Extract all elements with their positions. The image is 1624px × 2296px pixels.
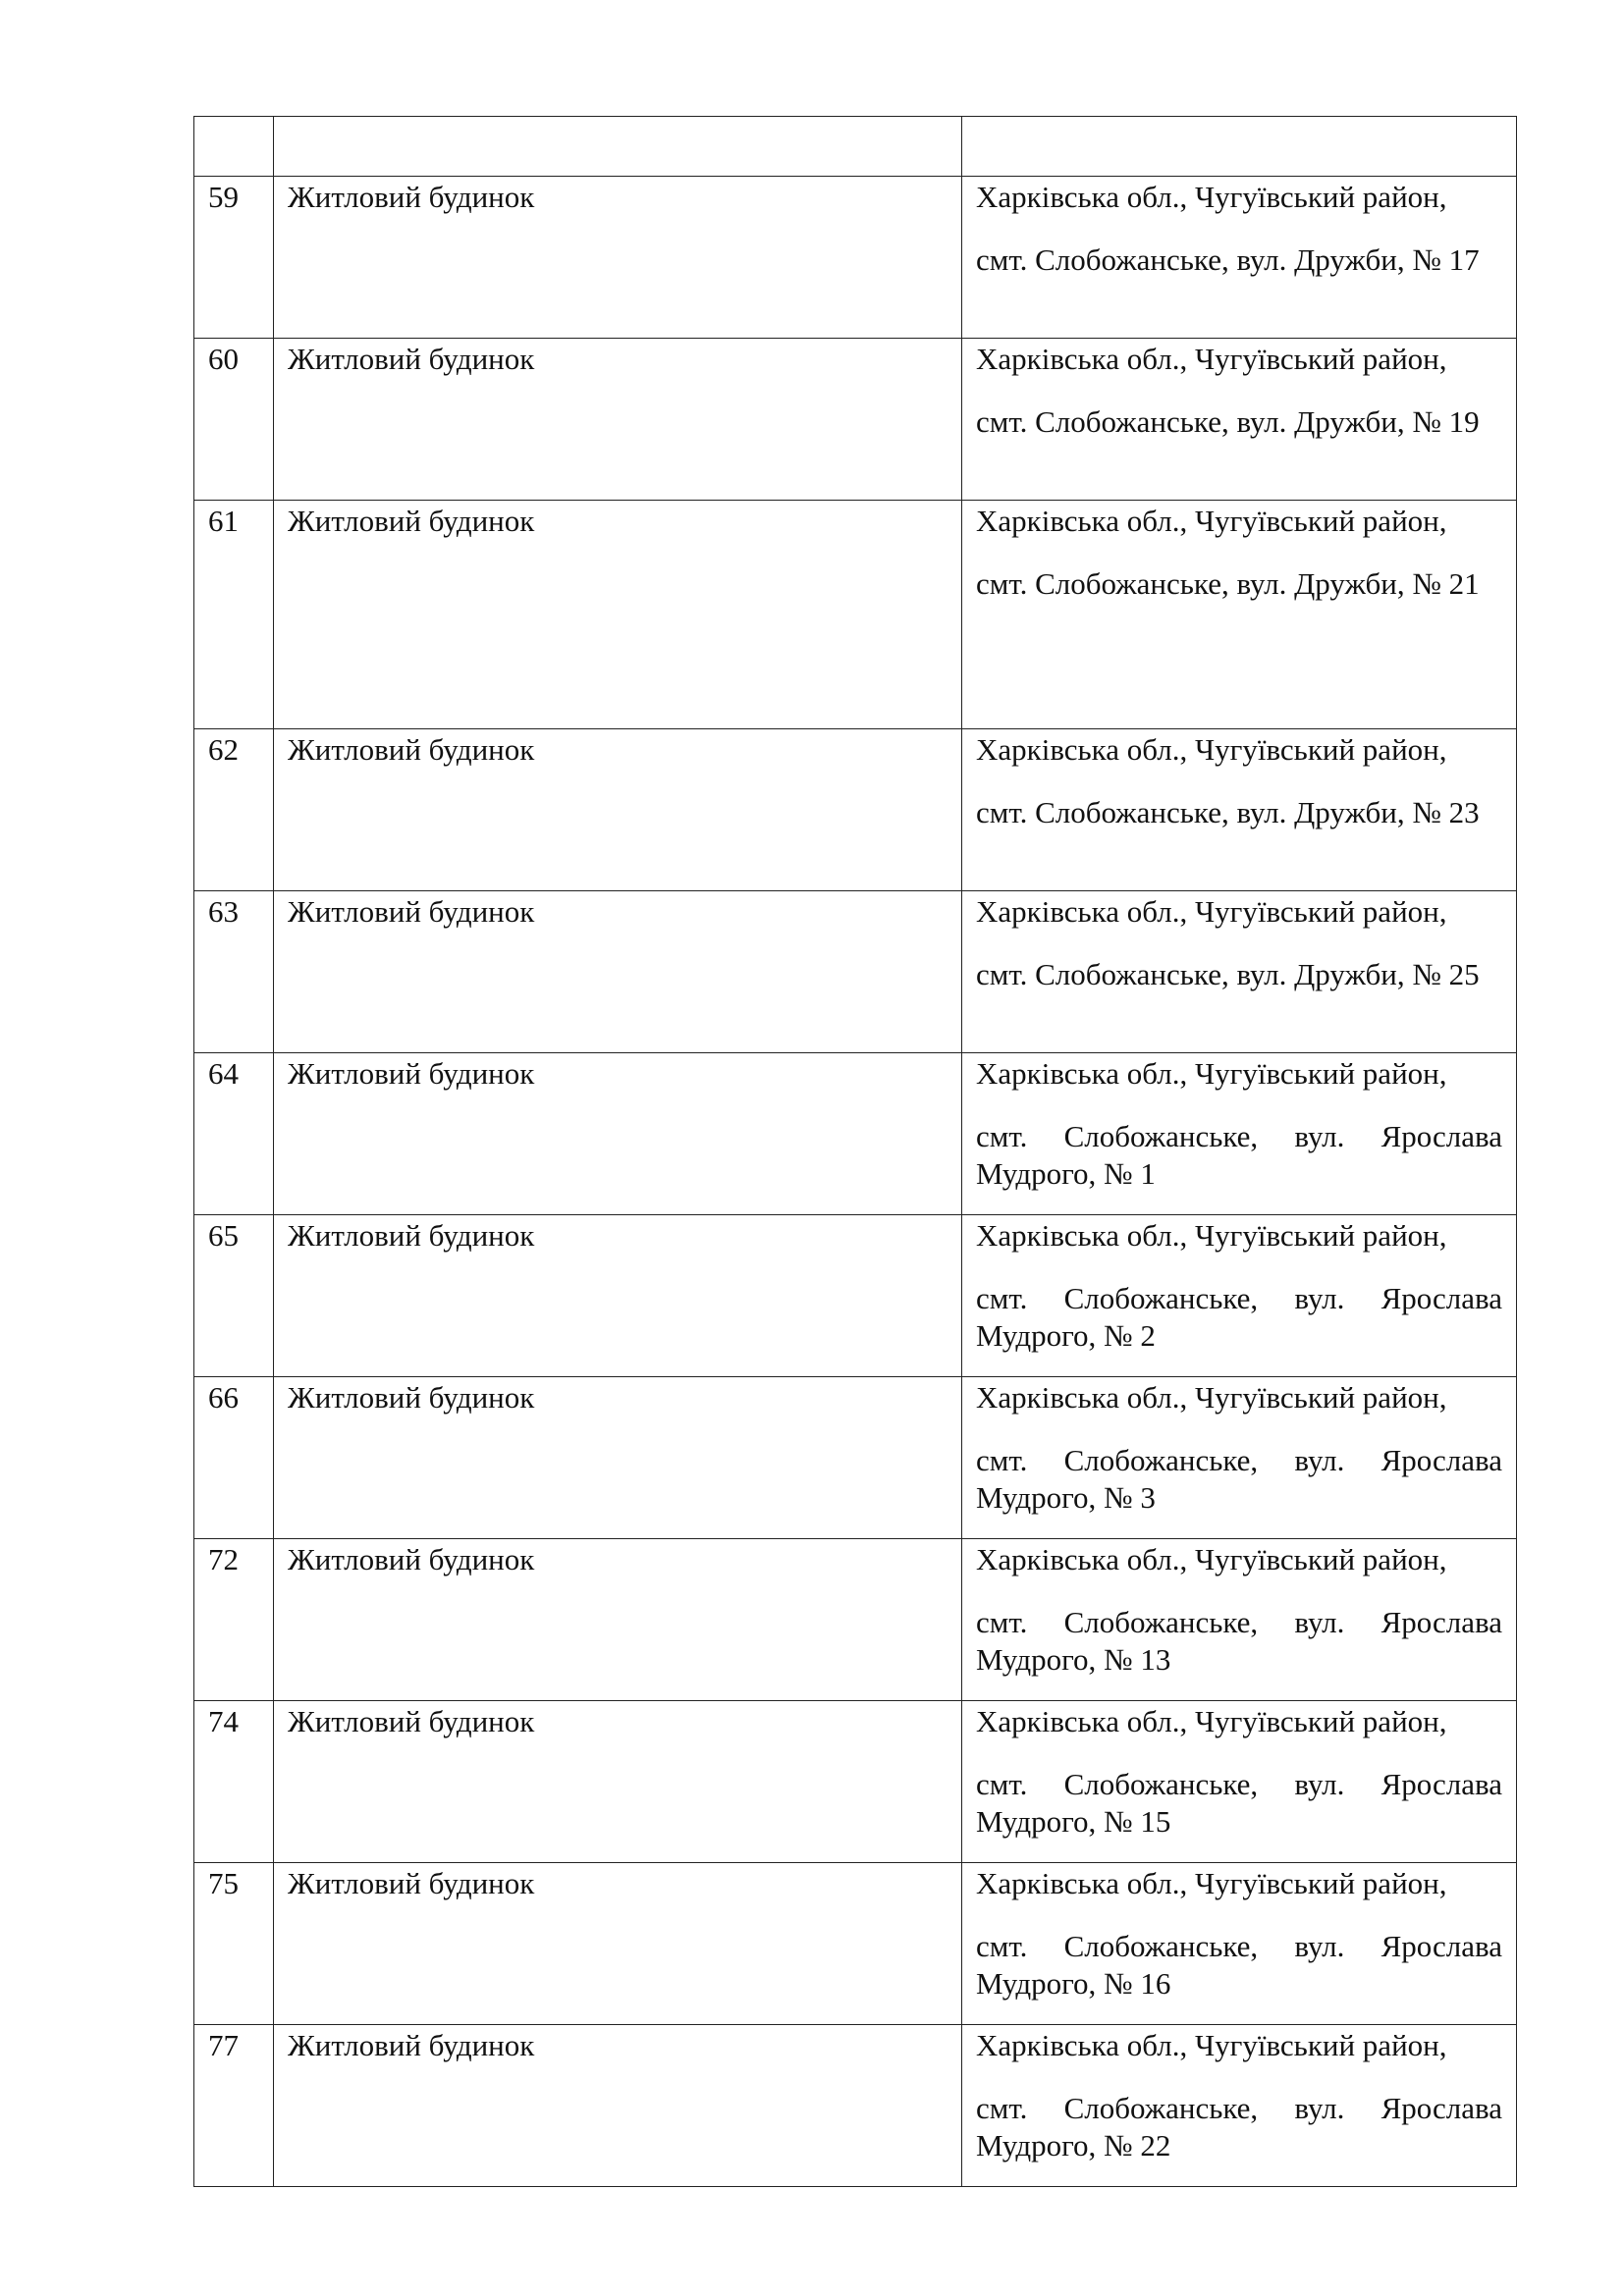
- object-name: Житловий будинок: [288, 504, 535, 538]
- row-num-cell: [194, 729, 274, 891]
- row-address-cell: [962, 729, 1517, 891]
- row-address-cell: [962, 891, 1517, 1053]
- row-name-cell: [274, 1215, 962, 1377]
- address-region: Харківська обл., Чугуївський район,: [976, 1056, 1447, 1091]
- address-street: смт. Слобожанське, вул. Ярослава Мудрого, № 2: [976, 1281, 1502, 1353]
- row-number: 77: [208, 2028, 239, 2062]
- row-num-cell: [194, 339, 274, 501]
- address-block: [962, 1539, 1516, 1679]
- address-region: Харківська обл., Чугуївський район,: [976, 894, 1447, 929]
- row-number: 72: [208, 1542, 239, 1576]
- address-street: смт. Слобожанське, вул. Ярослава Мудрого, № 15: [976, 1767, 1502, 1839]
- address-street: смт. Слобожанське, вул. Ярослава Мудрого, № 3: [976, 1443, 1502, 1515]
- address-street: смт. Слобожанське, вул. Дружби, № 23: [976, 795, 1480, 829]
- object-name: Житловий будинок: [288, 1380, 535, 1415]
- address-block: [962, 1215, 1516, 1355]
- address-street: смт. Слобожанське, вул. Дружби, № 25: [976, 957, 1480, 991]
- row-name-cell: [274, 501, 962, 729]
- address-street: смт. Слобожанське, вул. Дружби, № 17: [976, 242, 1480, 277]
- row-name-cell: [274, 2025, 962, 2187]
- address-block: [962, 1863, 1516, 2002]
- table-row: [194, 2025, 1517, 2187]
- object-name: Житловий будинок: [288, 1704, 535, 1738]
- table-row: [194, 339, 1517, 501]
- row-num-cell: [194, 1863, 274, 2025]
- object-name: Житловий будинок: [288, 894, 535, 929]
- table-row: [194, 1377, 1517, 1539]
- row-num-cell: [194, 501, 274, 729]
- row-name-cell: [274, 339, 962, 501]
- address-street: смт. Слобожанське, вул. Ярослава Мудрого, № 13: [976, 1605, 1502, 1677]
- address-block: [962, 1377, 1516, 1517]
- row-name-cell: [274, 1053, 962, 1215]
- row-number: 60: [208, 342, 239, 376]
- object-name: Житловий будинок: [288, 1056, 535, 1091]
- registry-table-body: [194, 117, 1517, 2187]
- object-name: Житловий будинок: [288, 1218, 535, 1253]
- address-block: [962, 729, 1516, 831]
- row-num-cell: [194, 177, 274, 339]
- object-name: Житловий будинок: [288, 180, 535, 214]
- row-num-cell: [194, 1701, 274, 1863]
- address-block: [962, 2025, 1516, 2164]
- row-address-cell: [962, 1863, 1517, 2025]
- row-num-cell: [194, 1053, 274, 1215]
- row-address-cell: [962, 1053, 1517, 1215]
- row-num-cell: [194, 891, 274, 1053]
- address-region: Харківська обл., Чугуївський район,: [976, 1380, 1447, 1415]
- address-block: [962, 177, 1516, 279]
- address-region: Харківська обл., Чугуївський район,: [976, 504, 1447, 538]
- address-street: смт. Слобожанське, вул. Ярослава Мудрого, № 22: [976, 2091, 1502, 2163]
- header-address-cell: [962, 117, 1517, 177]
- table-row: [194, 177, 1517, 339]
- address-region: Харківська обл., Чугуївський район,: [976, 180, 1447, 214]
- row-number: 63: [208, 894, 239, 929]
- table-row: [194, 501, 1517, 729]
- address-block: [962, 501, 1516, 603]
- address-region: Харківська обл., Чугуївський район,: [976, 1542, 1447, 1576]
- row-num-cell: [194, 1539, 274, 1701]
- object-name: Житловий будинок: [288, 1542, 535, 1576]
- table-row: [194, 1215, 1517, 1377]
- row-number: 59: [208, 180, 239, 214]
- row-address-cell: [962, 1701, 1517, 1863]
- address-region: Харківська обл., Чугуївський район,: [976, 732, 1447, 767]
- object-name: Житловий будинок: [288, 342, 535, 376]
- header-num-cell: [194, 117, 274, 177]
- address-street: смт. Слобожанське, вул. Ярослава Мудрого, № 1: [976, 1119, 1502, 1191]
- row-address-cell: [962, 177, 1517, 339]
- address-street: смт. Слобожанське, вул. Дружби, № 21: [976, 566, 1480, 601]
- address-street: смт. Слобожанське, вул. Ярослава Мудрого, № 16: [976, 1929, 1502, 2001]
- row-name-cell: [274, 177, 962, 339]
- row-num-cell: [194, 1215, 274, 1377]
- row-name-cell: [274, 1377, 962, 1539]
- row-name-cell: [274, 1539, 962, 1701]
- row-number: 66: [208, 1380, 239, 1415]
- row-address-cell: [962, 1377, 1517, 1539]
- row-address-cell: [962, 2025, 1517, 2187]
- address-region: Харківська обл., Чугуївський район,: [976, 1704, 1447, 1738]
- table-row: [194, 1701, 1517, 1863]
- row-number: 61: [208, 504, 239, 538]
- address-block: [962, 1053, 1516, 1193]
- row-name-cell: [274, 729, 962, 891]
- row-name-cell: [274, 891, 962, 1053]
- address-block: [962, 339, 1516, 441]
- address-block: [962, 891, 1516, 993]
- row-name-cell: [274, 1863, 962, 2025]
- row-address-cell: [962, 501, 1517, 729]
- address-block: [962, 1701, 1516, 1841]
- row-address-cell: [962, 339, 1517, 501]
- address-region: Харківська обл., Чугуївський район,: [976, 2028, 1447, 2062]
- object-name: Житловий будинок: [288, 1866, 535, 1900]
- address-region: Харківська обл., Чугуївський район,: [976, 1218, 1447, 1253]
- table-row: [194, 1539, 1517, 1701]
- row-number: 75: [208, 1866, 239, 1900]
- row-number: 64: [208, 1056, 239, 1091]
- row-number: 62: [208, 732, 239, 767]
- row-address-cell: [962, 1215, 1517, 1377]
- object-name: Житловий будинок: [288, 2028, 535, 2062]
- row-name-cell: [274, 1701, 962, 1863]
- row-number: 65: [208, 1218, 239, 1253]
- row-num-cell: [194, 2025, 274, 2187]
- table-row: [194, 729, 1517, 891]
- table-row: [194, 891, 1517, 1053]
- table-header-row: [194, 117, 1517, 177]
- table-row: [194, 1053, 1517, 1215]
- row-number: 74: [208, 1704, 239, 1738]
- row-num-cell: [194, 1377, 274, 1539]
- registry-table: [193, 116, 1517, 2187]
- address-region: Харківська обл., Чугуївський район,: [976, 342, 1447, 376]
- address-street: смт. Слобожанське, вул. Дружби, № 19: [976, 404, 1480, 439]
- address-region: Харківська обл., Чугуївський район,: [976, 1866, 1447, 1900]
- table-row: [194, 1863, 1517, 2025]
- header-name-cell: [274, 117, 962, 177]
- object-name: Житловий будинок: [288, 732, 535, 767]
- row-address-cell: [962, 1539, 1517, 1701]
